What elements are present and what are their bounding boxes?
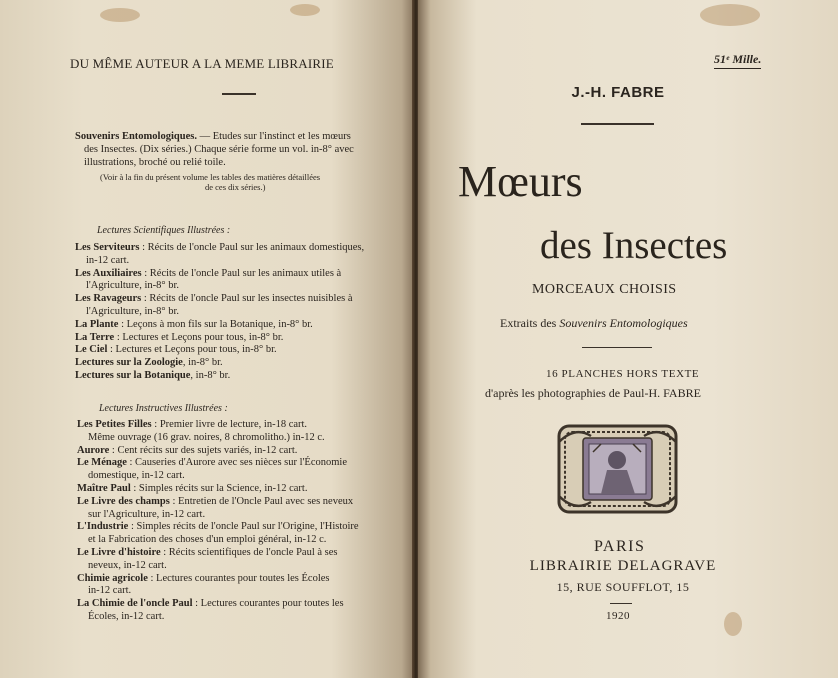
catalog-entry [86,305,179,318]
entry-title: Les Serviteurs [75,242,140,253]
title-line-2: des Insectes [540,224,728,267]
catalog-entry [77,444,297,457]
catalog-entry [77,546,337,559]
right-page [418,0,838,678]
publisher-city: PARIS [594,538,646,555]
entry-title: Maître Paul [77,483,131,494]
entry-description: l'Agriculture, in-8° br. [86,306,179,317]
extraits-rule [582,347,652,348]
catalog-entry [86,279,179,292]
entry-description: in-12 cart. [86,254,130,266]
catalog-entry [88,533,326,546]
entry-description: : Lectures et Leçons pour tous, in-8° br. [107,344,277,356]
foxing-stain [100,8,140,22]
entry-description: : Simples récits de l'oncle Paul sur l'Origine, l'Histoire [128,521,359,533]
entry-description: l'Agriculture, in-8° br. [86,280,179,292]
foxing-stain [290,4,320,16]
extraits-italic: Souvenirs Entomologiques [559,316,688,330]
catalog-entry [75,267,341,280]
entry-title: Lectures sur la Botanique [75,370,191,381]
entry-title: Les Auxiliaires [75,267,142,279]
entry-title: Chimie agricole [77,572,148,584]
entry-title: La Chimie de l'oncle Paul [77,598,193,610]
edition-mille: 51ᵉ Mille. [714,52,761,69]
entry-description: : Simples récits sur la Science, in-12 cart. [130,483,308,494]
entry-title: Le Livre d'histoire [77,547,161,558]
entry-description: : Causeries d'Aurore avec ses nièces sur l'Économie [126,457,348,469]
foxing-stain [724,612,742,636]
souvenirs-note-1: (Voir à la fin du présent volume les tables des matières détaillées [100,172,321,182]
souvenirs-line-1-text: — Etudes sur l'instinct et les mœurs [196,131,351,142]
entry-description: Écoles, in-12 cart. [88,611,165,622]
entry-title: Aurore [77,444,110,456]
entry-title: Le Livre des champs [77,495,170,507]
catalog-header: DU MÊME AUTEUR A LA MEME LIBRAIRIE [70,56,334,71]
entry-description: : Cent récits sur des sujets variés, in-12 cart. [109,444,298,456]
catalog-entry [77,495,353,508]
entry-description: : Entretien de l'Oncle Paul avec ses neveux [169,495,354,507]
entry-description: neveux, in-12 cart. [88,559,167,571]
photographies-line: d'après les photographies de Paul-H. FABRE [485,386,701,400]
entry-title: L'Industrie [77,521,129,533]
catalog-entry [75,331,283,344]
catalog-entry [77,418,307,431]
catalog-entry [75,318,313,331]
publisher-name: LIBRAIRIE DELAGRAVE [529,558,717,574]
souvenirs-note-2: de ces dix séries.) [205,182,266,192]
catalog-entry [77,456,347,469]
catalog-entry [75,343,277,356]
entry-description: , in-8° br. [190,370,231,381]
entry-description: : Récits de l'oncle Paul sur les animaux utiles à [141,267,342,279]
entry-title: Les Petites Filles [77,419,152,430]
entry-description: : Lectures et Leçons pour tous, in-8° br. [114,331,284,343]
entry-description: : Récits scientifiques de l'oncle Paul à ses [160,547,338,558]
catalog-entry [77,482,307,495]
entry-title: Les Ravageurs [75,293,142,305]
entry-description: et la Fabrication des choses d'un emploi général, in-12 c. [88,534,327,546]
catalog-entry [77,597,344,610]
section-heading-instructives: Lectures Instructives Illustrées : [99,403,228,414]
entry-description: domestique, in-12 cart. [88,470,185,482]
entry-description: , in-8° br. [182,357,223,369]
entry-description: : Premier livre de lecture, in-18 cart. [151,419,308,430]
extraits-prefix: Extraits des [500,316,560,330]
planches-line: 16 PLANCHES HORS TEXTE [546,368,700,380]
entry-description: in-12 cart. [88,585,132,597]
catalog-entry [77,520,359,533]
entry-title: La Plante [75,318,119,330]
catalog-entry [88,508,205,521]
publication-year: 1920 [606,610,630,622]
address-rule [610,603,632,604]
catalog-entry [86,254,129,267]
souvenirs-line-1 [75,130,351,143]
entry-description: : Lectures courantes pour toutes les [192,598,344,610]
catalog-entry [77,572,330,585]
title-line-1: Mœurs [458,157,583,206]
entry-title: Le Ciel [75,344,108,356]
entry-description: : Lectures courantes pour toutes les Écoles [147,572,330,584]
section-heading-scientifiques: Lectures Scientifiques Illustrées : [97,225,231,236]
catalog-entry [88,584,131,597]
catalog-entry [75,292,353,305]
entry-title: Le Ménage [77,457,127,469]
author-rule [581,123,654,125]
header-rule [222,93,256,95]
foxing-stain [700,4,760,26]
subtitle: MORCEAUX CHOISIS [532,282,677,297]
extraits-line [500,316,688,331]
catalog-entry [75,356,223,369]
catalog-entry [88,431,325,444]
catalog-entry [88,610,164,623]
entry-title: La Terre [75,331,115,343]
left-page [0,0,414,678]
souvenirs-line-3: illustrations, broché ou relié toile. [84,157,226,168]
catalog-entry [88,469,185,482]
entry-description: : Récits de l'oncle Paul sur les insectes nuisibles à [141,293,353,305]
souvenirs-title: Souvenirs Entomologiques. [75,131,197,142]
entry-description: : Leçons à mon fils sur la Botanique, in-8° br. [118,318,313,330]
entry-description: sur l'Agriculture, in-12 cart. [88,508,206,520]
publisher-vignette [555,422,680,516]
entry-description: : Récits de l'oncle Paul sur les animaux domestiques, [139,242,365,253]
author-name: J.-H. FABRE [571,84,665,101]
souvenirs-line-2: des Insectes. (Dix séries.) Chaque série forme un vol. in-8° avec [84,144,354,155]
catalog-entry [88,559,167,572]
entry-description: Même ouvrage (16 grav. noires, 8 chromolitho.) in-12 c. [88,431,325,443]
entry-title: Lectures sur la Zoologie [75,357,183,369]
catalog-entry [75,241,364,254]
publisher-address: 15, RUE SOUFFLOT, 15 [556,580,690,594]
catalog-entry [75,369,230,382]
